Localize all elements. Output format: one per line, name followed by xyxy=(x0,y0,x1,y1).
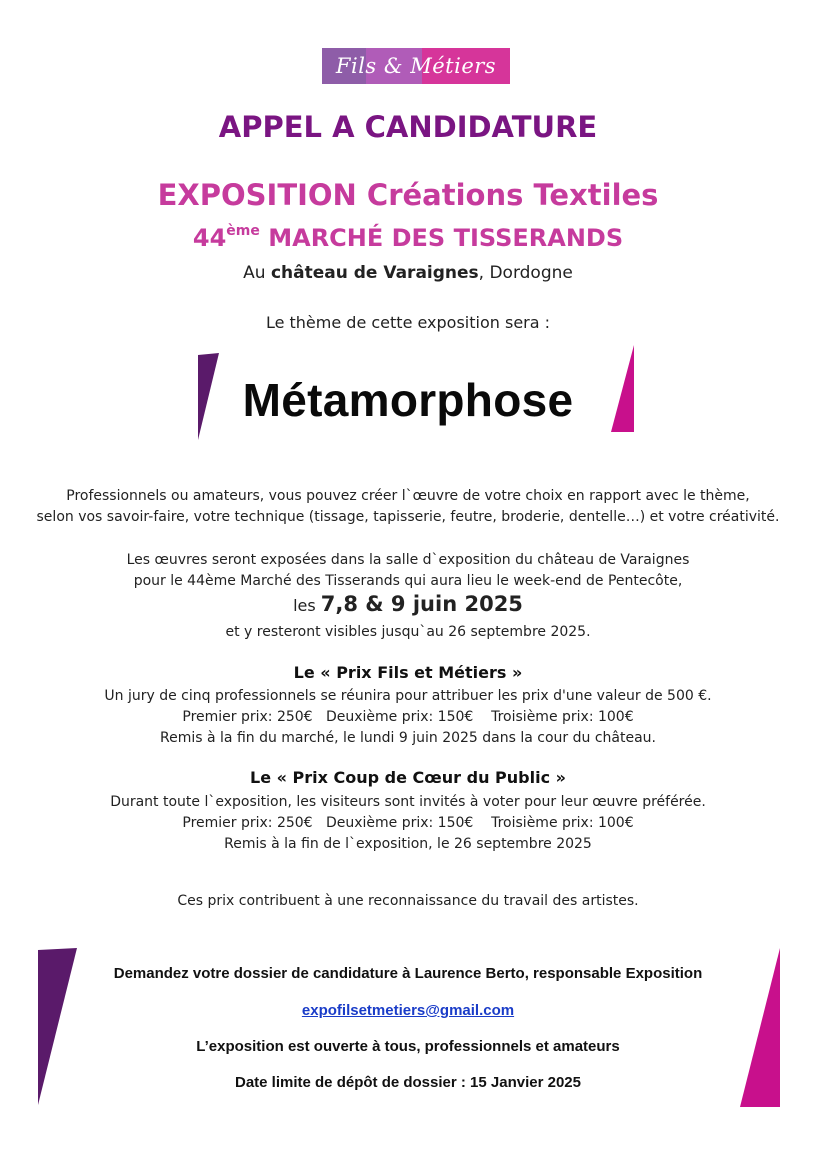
logo-text: Fils & Métiers xyxy=(335,54,497,78)
application-request: Demandez votre dossier de candidature à Laurence Berto, responsable Exposition xyxy=(113,965,703,982)
marche-title: 44ème MARCHÉ DES TISSERANDS xyxy=(192,223,624,252)
exhibition-paragraph: Les œuvres seront exposées dans la salle d`exposition du château de Varaignes pour le 44ème Marché des Tisserands qui aura lieu le week-end de Pentecôte, xyxy=(126,552,690,589)
theme-word: Métamorphose xyxy=(242,374,574,426)
prize-fils-metiers-title: Le « Prix Fils et Métiers » xyxy=(293,663,523,682)
intro-paragraph: Professionnels ou amateurs, vous pouvez créer l`œuvre de votre choix en rapport avec le thème, selon vos savoir-faire, votre technique (tissage, tapisserie, feutre, broderie, dentelle…) et votre créativité. xyxy=(36,488,780,525)
dates-line: les 7,8 & 9 juin 2025 xyxy=(293,592,523,616)
exposition-title: EXPOSITION Créations Textiles xyxy=(157,178,659,212)
deadline-line: Date limite de dépôt de dossier : 15 Janvier 2025 xyxy=(235,1074,581,1091)
fils-metiers-logo xyxy=(322,48,510,84)
contact-email-link[interactable]: expofilsetmetiers@gmail.com xyxy=(301,1002,515,1019)
prize-public-title: Le « Prix Coup de Cœur du Public » xyxy=(250,768,566,787)
prize-fils-metiers-details: Un jury de cinq professionnels se réunira pour attribuer les prix d'une valeur de 500 €. Premier prix: 250€ Deuxième prix: 150€ Troisième prix: 100€ Remis à la fin du marché, le lundi 9 juin 2025 dans la cour du château. xyxy=(104,688,712,746)
venue-line: Au château de Varaignes, Dordogne xyxy=(243,263,573,283)
visibility-line: et y resteront visibles jusqu`au 26 septembre 2025. xyxy=(225,624,591,640)
prize-public-details: Durant toute l`exposition, les visiteurs sont invités à voter pour leur œuvre préférée. Premier prix: 250€ Deuxième prix: 150€ Troisième prix: 100€ Remis à la fin de l`exposition, le 26 septembre 2025 xyxy=(110,794,706,852)
call-title: APPEL A CANDIDATURE xyxy=(218,110,598,144)
contribution-line: Ces prix contribuent à une reconnaissance du travail des artistes. xyxy=(177,893,639,909)
open-to-all-line: L’exposition est ouverte à tous, professionnels et amateurs xyxy=(196,1038,620,1055)
theme-intro: Le thème de cette exposition sera : xyxy=(265,313,551,332)
